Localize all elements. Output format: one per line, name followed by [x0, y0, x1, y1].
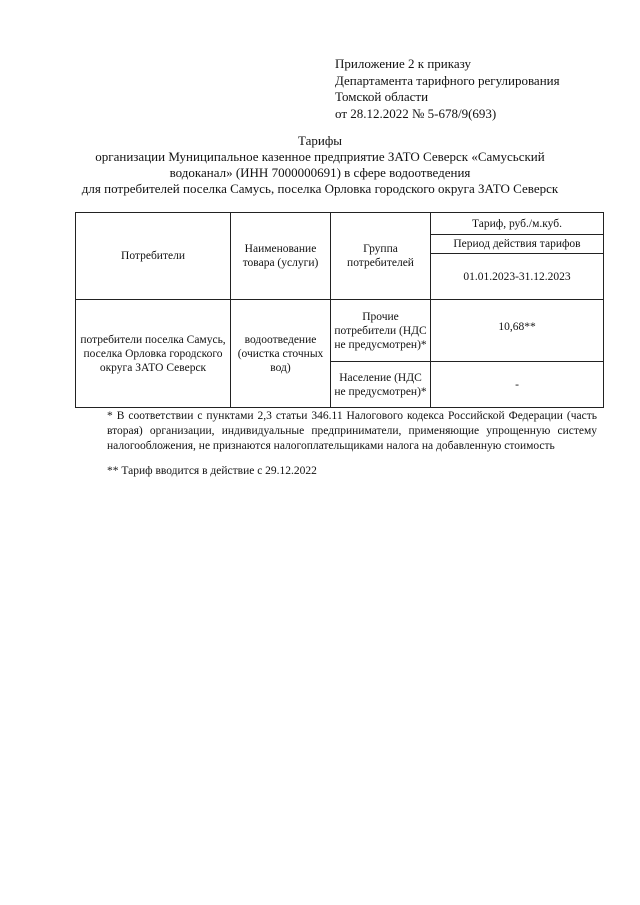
consumer-cell: потребители поселка Самусь, поселка Орловка городского округа ЗАТО Северск	[76, 300, 231, 408]
title-line-1: организации Муниципальное казенное предприятие ЗАТО Северск «Самусьский	[95, 149, 545, 164]
footnotes	[107, 409, 597, 479]
service-cell: водоотведение (очистка сточных вод)	[231, 300, 331, 408]
footnote-2: ** Тариф вводится в действие с 29.12.2022	[107, 465, 317, 477]
appendix-line-1: Приложение 2 к приказу	[335, 56, 472, 71]
header-period-label: Период действия тарифов	[431, 235, 604, 254]
header-service: Наименование товара (услуги)	[231, 213, 331, 300]
footnote-1: * В соответствии с пунктами 2,3 статьи 346.11 Налогового кодекса Российской Федерации (часть вторая) организации, индивидуальные предприниматели, применяющие упрощенную систему налогообложения, не признаются налогоплательщиками налога на добавленную стоимость	[107, 410, 597, 452]
table-header-row	[76, 213, 604, 235]
header-group: Группа потребителей	[331, 213, 431, 300]
tariff-value-cell: 10,68**	[431, 300, 604, 362]
header-tariff: Тариф, руб./м.куб.	[431, 213, 604, 235]
tariff-table	[75, 212, 604, 408]
header-consumers: Потребители	[76, 213, 231, 300]
group-cell: Прочие потребители (НДС не предусмотрен)*	[331, 300, 431, 362]
appendix-line-3: Томской области	[335, 89, 429, 104]
appendix-line-2: Департамента тарифного регулирования	[335, 72, 560, 88]
tariff-value-cell: -	[431, 362, 604, 408]
title-heading: Тарифы	[297, 133, 342, 148]
title-line-2: водоканал» (ИНН 7000000691) в сфере водоотведения	[169, 165, 471, 180]
title-line-3: для потребителей поселка Самусь, поселка Орловка городского округа ЗАТО Северск	[81, 181, 559, 196]
group-cell: Население (НДС не предусмотрен)*	[331, 362, 431, 408]
document-title	[40, 133, 600, 197]
appendix-block	[335, 56, 625, 122]
header-period: 01.01.2023-31.12.2023	[431, 254, 604, 300]
appendix-line-4: от 28.12.2022 № 5-678/9(693)	[335, 105, 497, 121]
table-row	[76, 300, 604, 362]
